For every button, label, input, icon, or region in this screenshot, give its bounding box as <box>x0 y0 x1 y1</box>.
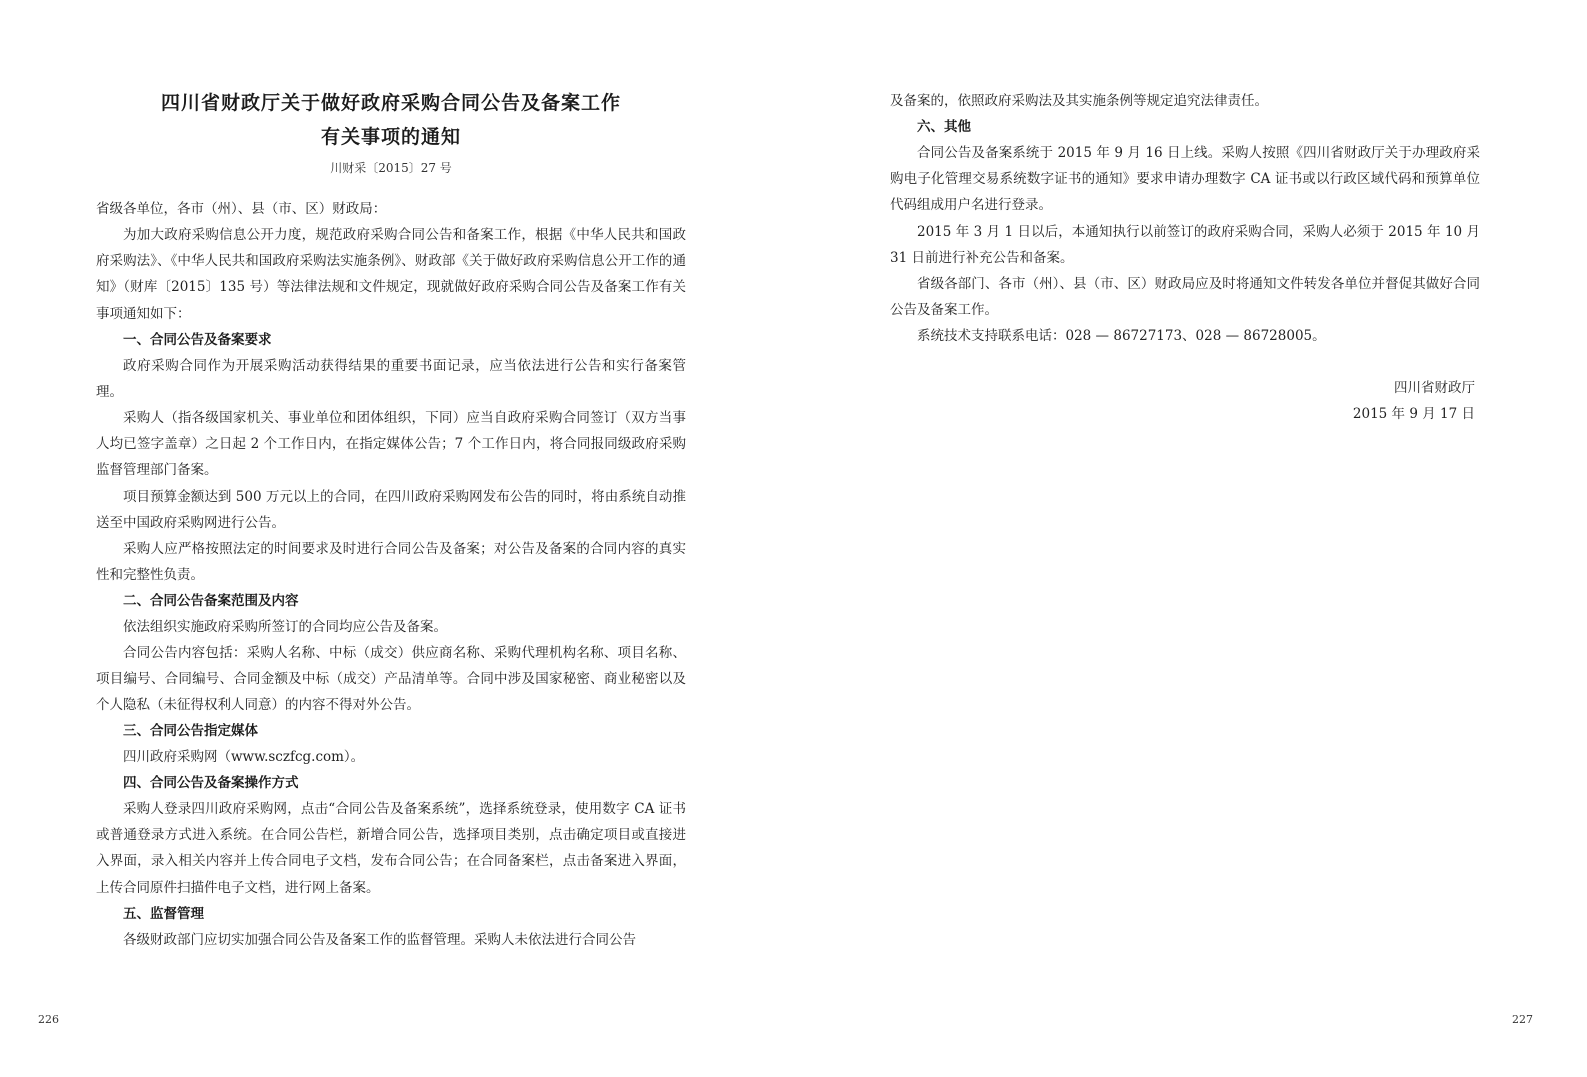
page-number-right: 227 <box>1512 1013 1533 1026</box>
section-6-paragraph-4: 系统技术支持联系电话：028 — 86727173、028 — 86728005。 <box>917 328 1326 344</box>
intro-paragraph: 为加大政府采购信息公开力度，规范政府采购合同公告和备案工作，根据《中华人民共和国政府采购法》、《中华人民共和国政府采购法实施条例》、财政部《关于做好政府采购信息公开工作的通知》（财库〔2015〕135 号）等法律法规和文件规定，现就做好政府采购合同公告及备案工作有关事项通知如下： <box>96 227 686 322</box>
left-page <box>0 0 793 1077</box>
section-2-heading: 二、合同公告备案范围及内容 <box>123 593 299 609</box>
section-3-paragraph-1: 四川政府采购网（www.sczfcg.com）。 <box>123 749 365 765</box>
salutation: 省级各单位，各市（州）、县（市、区）财政局： <box>96 201 387 217</box>
section-6-paragraph-3: 省级各部门、各市（州）、县（市、区）财政局应及时将通知文件转发各单位并督促其做好合同公告及备案工作。 <box>890 276 1480 319</box>
document-title-line-2: 有关事项的通知 <box>320 126 461 148</box>
section-3-heading: 三、合同公告指定媒体 <box>123 723 258 739</box>
section-6-heading: 六、其他 <box>917 119 971 135</box>
section-1-heading: 一、合同公告及备案要求 <box>123 332 272 348</box>
section-4-heading: 四、合同公告及备案操作方式 <box>123 775 299 791</box>
continuation-paragraph: 及备案的，依照政府采购法及其实施条例等规定追究法律责任。 <box>890 93 1268 109</box>
section-1-paragraph-4: 采购人应严格按照法定的时间要求及时进行合同公告及备案；对公告及备案的合同内容的真实性和完整性负责。 <box>96 541 686 584</box>
section-5-heading: 五、监督管理 <box>123 906 204 922</box>
section-2-paragraph-2: 合同公告内容包括：采购人名称、中标（成交）供应商名称、采购代理机构名称、项目名称、项目编号、合同编号、合同金额及中标（成交）产品清单等。合同中涉及国家秘密、商业秘密以及个人隐私（未征得权利人同意）的内容不得对外公告。 <box>96 645 686 714</box>
section-5-paragraph-1: 各级财政部门应切实加强合同公告及备案工作的监督管理。采购人未依法进行合同公告 <box>123 932 636 948</box>
section-1-paragraph-3: 项目预算金额达到 500 万元以上的合同，在四川政府采购网发布公告的同时，将由系统自动推送至中国政府采购网进行公告。 <box>96 489 686 532</box>
document-title-line-1: 四川省财政厅关于做好政府采购合同公告及备案工作 <box>160 92 621 114</box>
section-1-paragraph-2: 采购人（指各级国家机关、事业单位和团体组织，下同）应当自政府采购合同签订（双方当事人均已签字盖章）之日起 2 个工作日内，在指定媒体公告；7 个工作日内，将合同报同级政府采购监督管理部门备案。 <box>96 410 686 479</box>
signature-organization: 四川省财政厅 <box>1394 380 1475 396</box>
section-2-paragraph-1: 依法组织实施政府采购所签订的合同均应公告及备案。 <box>123 619 447 635</box>
section-6-paragraph-2: 2015 年 3 月 1 日以后，本通知执行以前签订的政府采购合同，采购人必须于 2015 年 10 月 31 日前进行补充公告和备案。 <box>890 224 1480 267</box>
section-4-paragraph-1: 采购人登录四川政府采购网，点击“合同公告及备案系统”，选择系统登录，使用数字 CA 证书或普通登录方式进入系统。在合同公告栏，新增合同公告，选择项目类别，点击确定项目或直接进入界面，录入相关内容并上传合同电子文档，发布合同公告；在合同备案栏，点击备案进入界面，上传合同原件扫描件电子文档，进行网上备案。 <box>96 801 686 896</box>
section-6-paragraph-1: 合同公告及备案系统于 2015 年 9 月 16 日上线。采购人按照《四川省财政厅关于办理政府采购电子化管理交易系统数字证书的通知》要求申请办理数字 CA 证书或以行政区域代码和预算单位代码组成用户名进行登录。 <box>890 145 1480 214</box>
right-page <box>794 0 1587 1077</box>
signature-date: 2015 年 9 月 17 日 <box>1352 406 1475 422</box>
document-number: 川财采〔2015〕27 号 <box>330 161 452 175</box>
page-number-left: 226 <box>38 1013 59 1026</box>
section-1-paragraph-1: 政府采购合同作为开展采购活动获得结果的重要书面记录，应当依法进行公告和实行备案管理。 <box>96 358 686 401</box>
